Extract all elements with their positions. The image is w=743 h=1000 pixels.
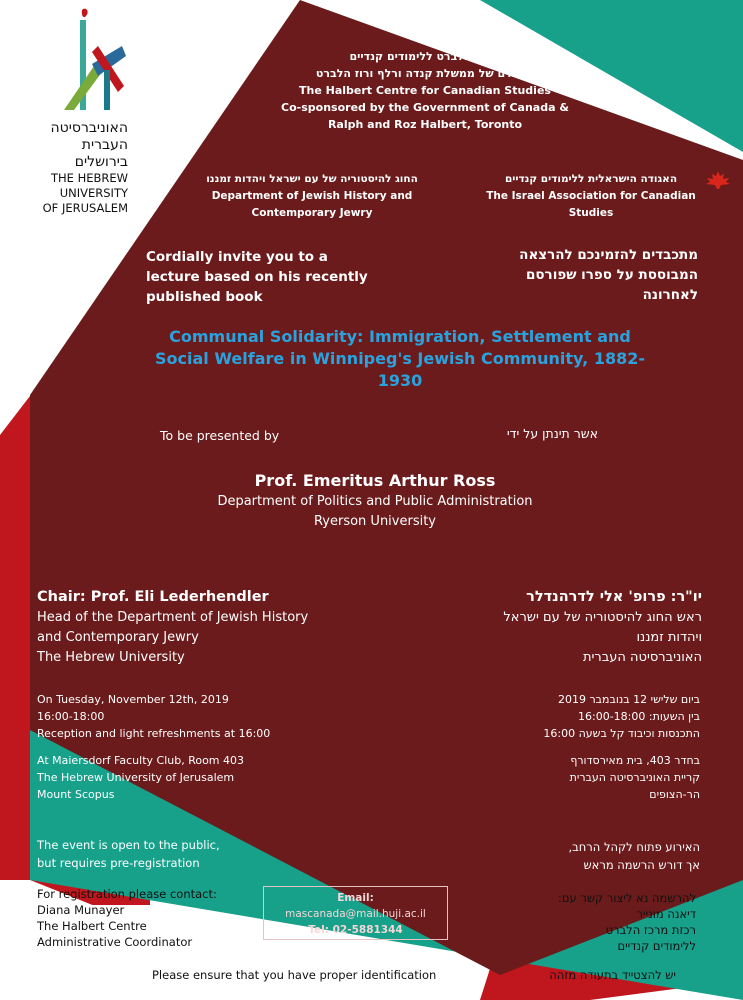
invitation-hebrew-line2: המבוססת על ספרו שפורסם xyxy=(525,267,698,283)
department-hebrew: החוג להיסטוריה של עם ישראל ויהדות זמננו xyxy=(206,173,418,185)
chair-hebrew-line2: ויהדות זמננו xyxy=(636,630,702,645)
event-details-english xyxy=(37,691,337,803)
open-event-hebrew-line1: האירוע פתוח לקהל הרחב, xyxy=(568,840,700,854)
logo-english-line1: THE HEBREW xyxy=(50,171,128,185)
registration-hebrew-line2: דיאנה מונייר xyxy=(636,907,696,921)
header-hebrew-line1: מרכז הלברט ללימודים קנדיים xyxy=(349,50,501,63)
registration-hebrew-line4: ללימודים קנדיים xyxy=(617,939,696,953)
header-english-line3: Ralph and Roz Halbert, Toronto xyxy=(327,118,523,131)
open-event-english-line1: The event is open to the public, xyxy=(37,838,220,852)
chair-hebrew-line3: האוניברסיטה העברית xyxy=(582,650,702,665)
event-date-hebrew: ביום שלישי 12 בנובמבר 2019 xyxy=(557,693,700,706)
event-venue-hebrew-line2: קריית האוניברסיטה העברית xyxy=(569,771,700,784)
footer-hebrew: יש להצטייד בתעודה מזהה xyxy=(549,968,676,982)
book-title-line2: Social Welfare in Winnipeg's Jewish Community, 1882- xyxy=(155,349,645,368)
contact-box xyxy=(263,886,448,940)
registration-hebrew-line3: רכזת מרכז הלברט xyxy=(605,923,696,937)
header-english-line1: The Halbert Centre for Canadian Studies xyxy=(299,84,551,97)
event-reception-hebrew: התכנסות וכיבוד קל בשעה 16:00 xyxy=(543,727,700,740)
chair-hebrew-line1: ראש החוג להיסטוריה של עם ישראל xyxy=(503,610,702,625)
department-english-line2: Contemporary Jewry xyxy=(251,207,373,219)
chair-english-line3: The Hebrew University xyxy=(37,650,185,665)
invitation-english xyxy=(146,247,406,307)
presented-by-english: To be presented by xyxy=(160,428,280,443)
speaker-department: Department of Politics and Public Administration xyxy=(217,494,533,509)
chair-english-block xyxy=(37,587,367,668)
open-event-english-line2: but requires pre-registration xyxy=(37,856,200,870)
header-english-line2: Co-sponsored by the Government of Canada & xyxy=(281,101,569,114)
event-venue-english-line3: Mount Scopus xyxy=(37,788,115,801)
registration-english-line2: Diana Munayer xyxy=(37,903,125,917)
presented-by-hebrew: אשר תינתן על ידי xyxy=(506,426,598,441)
association-block xyxy=(466,171,716,222)
speaker-university: Ryerson University xyxy=(313,514,437,529)
open-event-hebrew xyxy=(450,838,700,874)
event-date-english: On Tuesday, November 12th, 2019 xyxy=(37,693,229,706)
logo-english-line2: UNIVERSITY xyxy=(59,186,128,200)
speaker-block xyxy=(150,470,600,532)
event-venue-hebrew-line1: בחדר 403, בית מאירסדורף xyxy=(570,754,700,767)
association-english-line2: Studies xyxy=(568,207,614,219)
department-english-line1: Department of Jewish History and xyxy=(211,190,413,202)
invitation-english-line2: lecture based on his recently xyxy=(146,269,368,285)
registration-english-line3: The Halbert Centre xyxy=(37,919,147,933)
event-time-hebrew: בין השעות: 16:00-18:00 xyxy=(578,710,700,723)
book-title-line3: 1930 xyxy=(377,371,423,390)
speaker-name: Prof. Emeritus Arthur Ross xyxy=(254,471,496,490)
header-block xyxy=(250,48,600,133)
registration-english-line1: For registration please contact: xyxy=(37,887,217,901)
registration-hebrew xyxy=(500,890,696,954)
event-venue-english-line1: At Maiersdorf Faculty Club, Room 403 xyxy=(37,754,245,767)
phone-number: Tel: 02-5881344 xyxy=(308,924,403,936)
hebrew-university-logo-icon xyxy=(64,6,128,116)
event-reception-english: Reception and light refreshments at 16:00 xyxy=(37,727,271,740)
chair-english-line1: Head of the Department of Jewish History xyxy=(37,610,309,625)
registration-english-line4: Administrative Coordinator xyxy=(37,935,193,949)
invitation-hebrew-line1: מתכבדים להזמינכם להרצאה xyxy=(519,247,698,263)
department-block xyxy=(188,171,436,222)
logo-hebrew-line3: בירושלים xyxy=(74,154,128,170)
book-title xyxy=(120,326,680,392)
email-link[interactable]: mascanada@mail.huji.ac.il xyxy=(285,908,426,920)
event-time-english: 16:00-18:00 xyxy=(37,710,105,723)
chair-hebrew-block xyxy=(410,587,702,668)
email-label: Email: xyxy=(337,892,374,904)
invitation-hebrew xyxy=(440,245,698,305)
logo-hebrew-line2: העברית xyxy=(81,137,128,153)
book-title-line1: Communal Solidarity: Immigration, Settlement and xyxy=(169,327,631,346)
logo-english-line3: OF JERUSALEM xyxy=(42,201,128,215)
open-event-english xyxy=(37,836,297,872)
invitation-hebrew-line3: לאחרונה xyxy=(642,287,698,303)
chair-english-line2: and Contemporary Jewry xyxy=(37,630,199,645)
chair-english-title: Chair: Prof. Eli Lederhendler xyxy=(37,589,269,605)
chair-hebrew-title: יו"ר: פרופ' אלי לדרהנדלר xyxy=(526,589,702,605)
registration-hebrew-line1: להרשמה נא ליצור קשר עם: xyxy=(558,891,696,905)
header-hebrew-line2: מיסודם של ממשלת קנדה ורלף ורוז הלברט xyxy=(315,67,535,80)
logo-hebrew-line1: האוניברסיטה xyxy=(50,120,128,136)
event-venue-hebrew-line3: הר-הצופים xyxy=(649,788,700,801)
invitation-english-line3: published book xyxy=(146,289,263,305)
event-details-hebrew xyxy=(450,691,700,803)
open-event-hebrew-line2: אך דורש הרשמה מראש xyxy=(583,858,700,872)
association-english-line1: The Israel Association for Canadian xyxy=(486,190,696,202)
event-venue-english-line2: The Hebrew University of Jerusalem xyxy=(37,771,235,784)
registration-english xyxy=(37,886,267,950)
association-hebrew: האגודה הישראלית ללימודים קנדיים xyxy=(504,173,678,185)
invitation-english-line1: Cordially invite you to a xyxy=(146,249,328,265)
footer-english: Please ensure that you have proper identification xyxy=(152,968,437,982)
